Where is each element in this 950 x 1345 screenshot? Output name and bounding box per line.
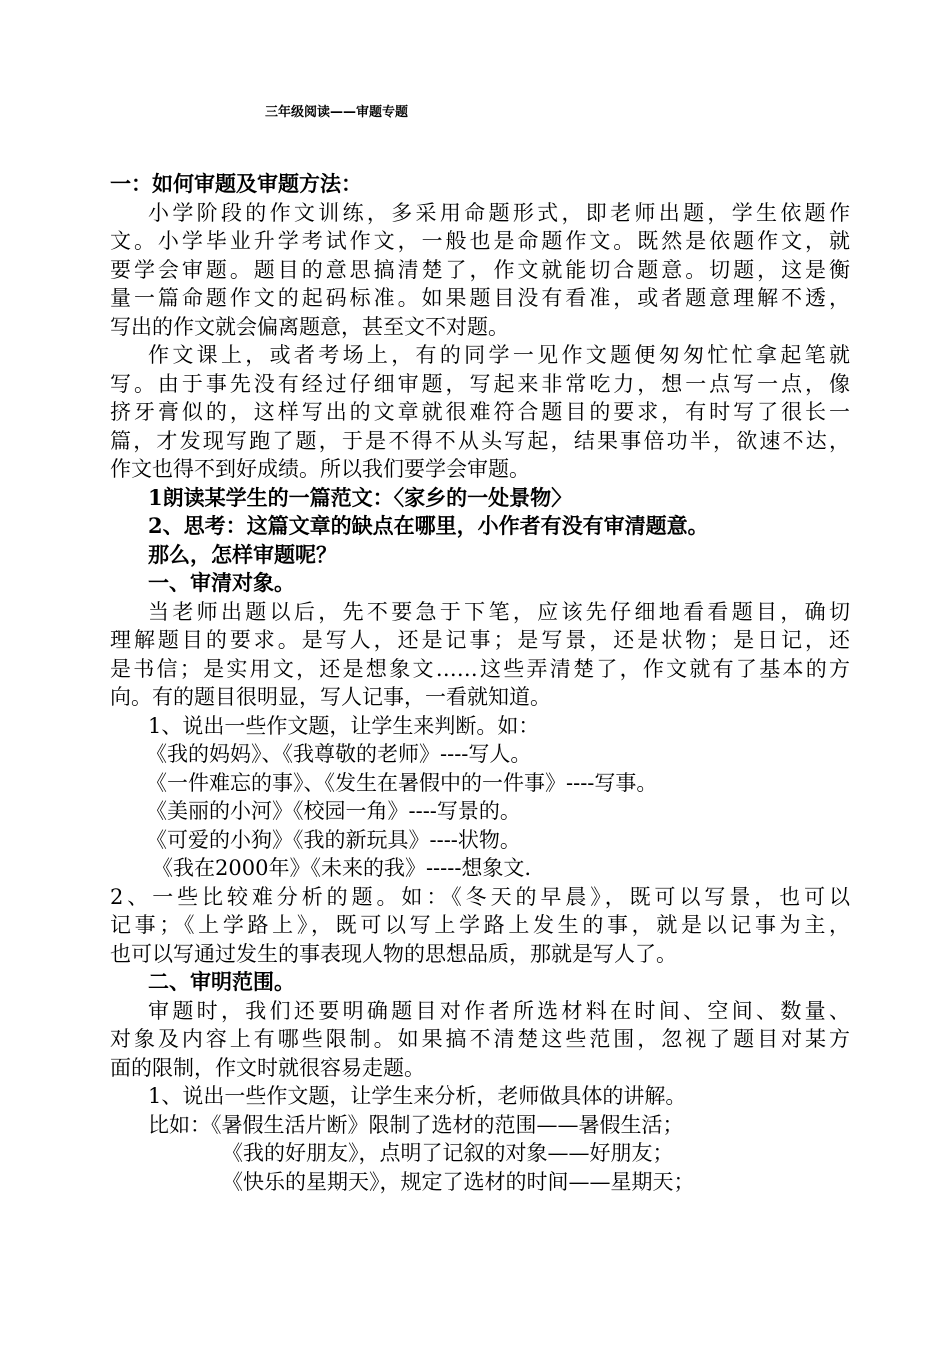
text-line: 2、一些比较难分析的题。如：《冬天的早晨》，既可以写景，也可以	[110, 884, 850, 909]
text-line: 向。有的题目很明显，写人记事，一看就知道。	[110, 685, 551, 709]
document-body	[110, 170, 850, 1196]
text-line: 《我在2000年》《未来的我》-----想象文.	[152, 856, 532, 880]
text-line: 二、审明范围。	[148, 969, 295, 994]
text-line: 篇，才发现写跑了题，于是不得不从头写起，结果事倍功半，欲速不达，	[110, 428, 850, 453]
text-line: 面的限制，作文时就很容易走题。	[110, 1055, 425, 1080]
text-line: 写出的作文就会偏离题意，甚至文不对题。	[110, 314, 509, 339]
text-line: 1、说出一些作文题，让学生来分析，老师做具体的讲解。	[148, 1084, 687, 1108]
text-line: 1朗读某学生的一篇范文：〈家乡的一处景物〉	[148, 484, 573, 510]
text-line: 《我的妈妈》、《我尊敬的老师》----写人。	[146, 742, 532, 766]
text-line: 作文课上，或者考场上，有的同学一见作文题便匆匆忙忙拿起笔就	[148, 343, 850, 367]
text-line: 《可爱的小狗》《我的新玩具》----状物。	[146, 827, 521, 852]
text-line: 也可以写通过发生的事表现人物的思想品质，那就是写人了。	[110, 941, 677, 966]
text-line: 审题时，我们还要明确题目对作者所选材料在时间、空间、数量、	[148, 998, 850, 1023]
text-line: 作文也得不到好成绩。所以我们要学会审题。	[110, 457, 530, 481]
text-line: 文。小学毕业升学考试作文，一般也是命题作文。既然是依题作文，就	[110, 229, 850, 253]
text-line: 记事；《上学路上》，既可以写上学路上发生的事，就是以记事为主，	[110, 913, 850, 937]
text-line: 那么，怎样审题呢？	[148, 541, 337, 567]
text-line: 《我的好朋友》，点明了记叙的对象——好朋友；	[222, 1141, 674, 1165]
text-line: 《美丽的小河》《校园一角》----写景的。	[146, 799, 521, 823]
page-header-title: 三年级阅读——审题专题	[265, 105, 409, 120]
text-line: 当老师出题以后，先不要急于下笔，应该先仔细地看看题目，确切	[148, 599, 850, 624]
text-line: 写。由于事先没有经过仔细审题，写起来非常吃力，想一点写一点，像	[110, 371, 850, 396]
text-line: 一：如何审题及审题方法：	[110, 171, 362, 196]
text-line: 《快乐的星期天》，规定了选材的时间——星期天；	[222, 1169, 695, 1194]
text-line: 1、说出一些作文题，让学生来判断。如：	[148, 713, 540, 738]
text-line: 《一件难忘的事》、《发生在暑假中的一件事》----写事。	[146, 770, 658, 795]
text-line: 要学会审题。题目的意思搞清楚了，作文就能切合题意。切题，这是衡	[110, 257, 850, 282]
text-line: 挤牙膏似的，这样写出的文章就很难符合题目的要求，有时写了很长一	[110, 400, 850, 424]
text-line: 一、审清对象。	[148, 570, 295, 595]
text-line: 理解题目的要求。是写人，还是记事；是写景，还是状物；是日记，还	[110, 628, 850, 652]
text-line: 小学阶段的作文训练，多采用命题形式，即老师出题，学生依题作	[148, 200, 850, 225]
text-line: 是书信；是实用文，还是想象文……这些弄清楚了，作文就有了基本的方	[110, 656, 850, 681]
text-line: 比如：《暑假生活片断》限制了选材的范围——暑假生活；	[148, 1112, 684, 1137]
text-line: 对象及内容上有哪些限制。如果搞不清楚这些范围，忽视了题目对某方	[110, 1027, 850, 1051]
text-line: 量一篇命题作文的起码标准。如果题目没有看准，或者题意理解不透，	[110, 286, 850, 310]
text-line: 2、思考：这篇文章的缺点在哪里，小作者有没有审清题意。	[148, 513, 709, 538]
